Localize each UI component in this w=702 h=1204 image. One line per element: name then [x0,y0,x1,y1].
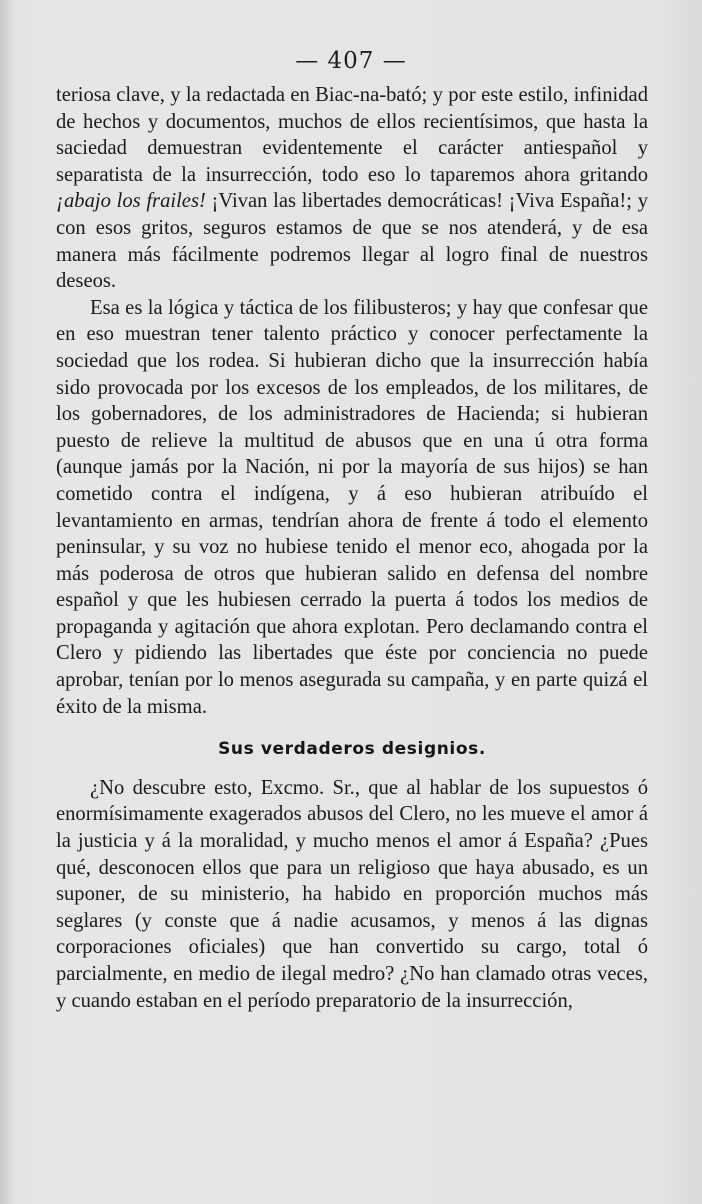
paragraph-1-text-b: ¡Vivan las libertades democráticas! ¡Viva España!; y con esos gritos, seguros estamos de que se nos atenderá, y de esa manera más fácilmente podremos llegar al logro final de nuestros deseos. [56,190,648,293]
italic-exclamation: ¡abajo los frailes! [56,190,206,213]
page-number: — 407 — [295,48,407,74]
paragraph-logic: Esa es la lógica y táctica de los filibusteros; y hay que confesar que en eso muestran tener talento práctico y conocer perfectamente la sociedad que los rodea. Si hubieran dicho que la insurrección había sido provocada por los excesos de los empleados, de los militares, de los gobernadores, de los administradores de Hacienda; si hubieran puesto de relieve la multitud de abusos que en una ú otra forma (aunque jamás por la Nación, ni por la mayoría de sus hijos) se han cometido contra el indígena, y á eso hubieran atribuído el levantamiento en armas, tendrían ahora de frente á todo el elemento peninsular, y su voz no hubiese tenido el menor eco, ahogada por la más poderosa de otros que hubieran salido en defensa del nombre español y que les hubiesen cerrado la puerta á todos los medios de propaganda y agitación que ahora explotan. Pero declamando contra el Clero y pidiendo las libertades que éste por conciencia no puede aprobar, tenían por lo menos asegurada su campaña, y en parte quizá el éxito de la misma. [56,296,648,718]
section-heading: Sus verdaderos designios. [218,739,486,760]
page-body [56,82,648,1014]
paragraph-1-text-a: teriosa clave, y la redactada en Biac-na-bató; y por este estilo, infinidad de hechos y documentos, muchos de ellos recientísimos, que hasta la saciedad demuestran evidentemente el carácter antiespañol y separatista de la insurrección, todo eso lo taparemos ahora gritando [56,84,648,186]
paragraph-continued [56,82,648,295]
paragraph-question: ¿No descubre esto, Excmo. Sr., que al hablar de los supuestos ó enormísimamente exagerados abusos del Clero, no les mueve el amor á la justicia y á la moralidad, y mucho menos el amor á España? ¿Pues qué, desconocen ellos que para un religioso que haya abusado, es un suponer, de su ministerio, ha habido en proporción muchos más seglares (y conste que á nadie acusamos, y menos á las dignas corporaciones oficiales) que han convertido su cargo, total ó parcialmente, en medio de ilegal medro? ¿No han clamado otras veces, y cuando estaban en el período preparatorio de la insurrección, [56,776,648,1012]
